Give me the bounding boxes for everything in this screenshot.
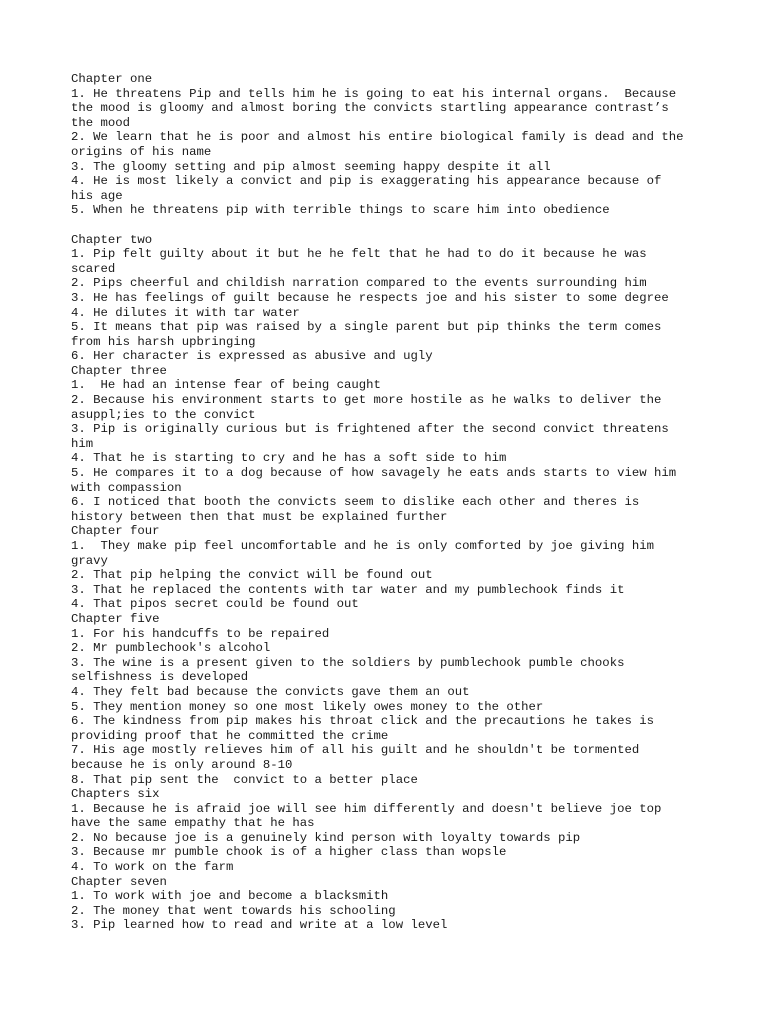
answer-line: 1. Because he is afraid joe will see him differently and doesn't believe joe top <box>71 801 662 816</box>
answer-line: 3. That he replaced the contents with tar water and my pumblechook finds it <box>71 582 625 597</box>
answer-line: 4. That pipos secret could be found out <box>71 597 359 612</box>
answer-line: 3. Pip learned how to read and write at a low level <box>71 918 448 933</box>
answer-line: his age <box>71 188 123 203</box>
chapter-two-section <box>71 233 711 364</box>
answer-line: from his harsh upbringing <box>71 334 256 349</box>
chapter-five-section <box>71 612 711 787</box>
answer-line: 2. No because joe is a genuinely kind person with loyalty towards pip <box>71 830 581 845</box>
answer-line: 6. Her character is expressed as abusive and ugly <box>71 349 433 364</box>
answer-line: 8. That pip sent the convict to a better place <box>71 772 418 787</box>
paragraph-gap <box>71 218 711 233</box>
answer-line: him <box>71 436 94 451</box>
answer-line: 1. He had an intense fear of being caught <box>71 378 381 393</box>
answer-line: 4. He is most likely a convict and pip is exaggerating his appearance because of <box>71 174 662 189</box>
chapter-heading: Chapters six <box>71 787 160 802</box>
answer-line: 5. When he threatens pip with terrible things to scare him into obedience <box>71 203 610 218</box>
answer-line: 4. To work on the farm <box>71 860 234 875</box>
answer-line: 4. He dilutes it with tar water <box>71 305 300 320</box>
document-page <box>71 72 711 933</box>
answer-line: providing proof that he committed the crime <box>71 728 389 743</box>
answer-line: 2. Pips cheerful and childish narration compared to the events surrounding him <box>71 276 647 291</box>
answer-line: asuppl;ies to the convict <box>71 407 256 422</box>
answer-line: 1. He threatens Pip and tells him he is going to eat his internal organs. Because <box>71 86 677 101</box>
chapter-heading: Chapter four <box>71 524 160 539</box>
answer-line: 1. Pip felt guilty about it but he he felt that he had to do it because he was <box>71 247 647 262</box>
answer-line: 6. I noticed that booth the convicts seem to dislike each other and theres is <box>71 495 640 510</box>
answer-line: 1. For his handcuffs to be repaired <box>71 626 330 641</box>
answer-line: 2. Mr pumblechook's alcohol <box>71 641 271 656</box>
chapter-three-section <box>71 364 711 525</box>
answer-line: 6. The kindness from pip makes his throat click and the precautions he takes is <box>71 714 654 729</box>
answer-line: 3. He has feelings of guilt because he respects joe and his sister to some degree <box>71 290 669 305</box>
answer-line: scared <box>71 261 116 276</box>
chapter-heading: Chapter five <box>71 611 160 626</box>
answer-line: 1. To work with joe and become a blacksmith <box>71 889 389 904</box>
answer-line: selfishness is developed <box>71 670 249 685</box>
answer-line: 2. We learn that he is poor and almost his entire biological family is dead and the <box>71 130 684 145</box>
answer-line: with compassion <box>71 480 182 495</box>
answer-line: 7. His age mostly relieves him of all his guilt and he shouldn't be tormented <box>71 743 640 758</box>
chapter-six-section <box>71 787 711 875</box>
answer-line: have the same empathy that he has <box>71 816 315 831</box>
answer-line: 3. The gloomy setting and pip almost seeming happy despite it all <box>71 159 551 174</box>
chapter-heading: Chapter three <box>71 363 167 378</box>
chapter-heading: Chapter two <box>71 232 153 247</box>
answer-line: 4. That he is starting to cry and he has a soft side to him <box>71 451 507 466</box>
chapter-heading: Chapter seven <box>71 874 167 889</box>
answer-line: 5. He compares it to a dog because of how savagely he eats ands starts to view him <box>71 466 677 481</box>
answer-line: because he is only around 8-10 <box>71 757 293 772</box>
chapter-heading: Chapter one <box>71 72 153 86</box>
answer-line: 2. The money that went towards his schooling <box>71 903 396 918</box>
chapter-seven-section <box>71 875 711 933</box>
chapter-one-section <box>71 72 711 218</box>
answer-line: 3. Pip is originally curious but is frightened after the second convict threatens <box>71 422 669 437</box>
answer-line: 4. They felt bad because the convicts gave them an out <box>71 684 470 699</box>
answer-line: 3. Because mr pumble chook is of a higher class than wopsle <box>71 845 507 860</box>
answer-line: the mood is gloomy and almost boring the convicts startling appearance contrast’s <box>71 101 669 116</box>
answer-line: origins of his name <box>71 144 212 159</box>
answer-line: 5. It means that pip was raised by a single parent but pip thinks the term comes <box>71 320 662 335</box>
answer-line: 2. That pip helping the convict will be found out <box>71 568 433 583</box>
answer-line: 3. The wine is a present given to the soldiers by pumblechook pumble chooks <box>71 655 625 670</box>
answer-line: 2. Because his environment starts to get more hostile as he walks to deliver the <box>71 393 662 408</box>
answer-line: 5. They mention money so one most likely owes money to the other <box>71 699 544 714</box>
answer-line: the mood <box>71 115 131 130</box>
answer-line: gravy <box>71 553 108 568</box>
answer-line: 1. They make pip feel uncomfortable and he is only comforted by joe giving him <box>71 539 654 553</box>
answer-line: history between then that must be explained further <box>71 509 448 524</box>
chapter-four-section <box>71 524 711 612</box>
